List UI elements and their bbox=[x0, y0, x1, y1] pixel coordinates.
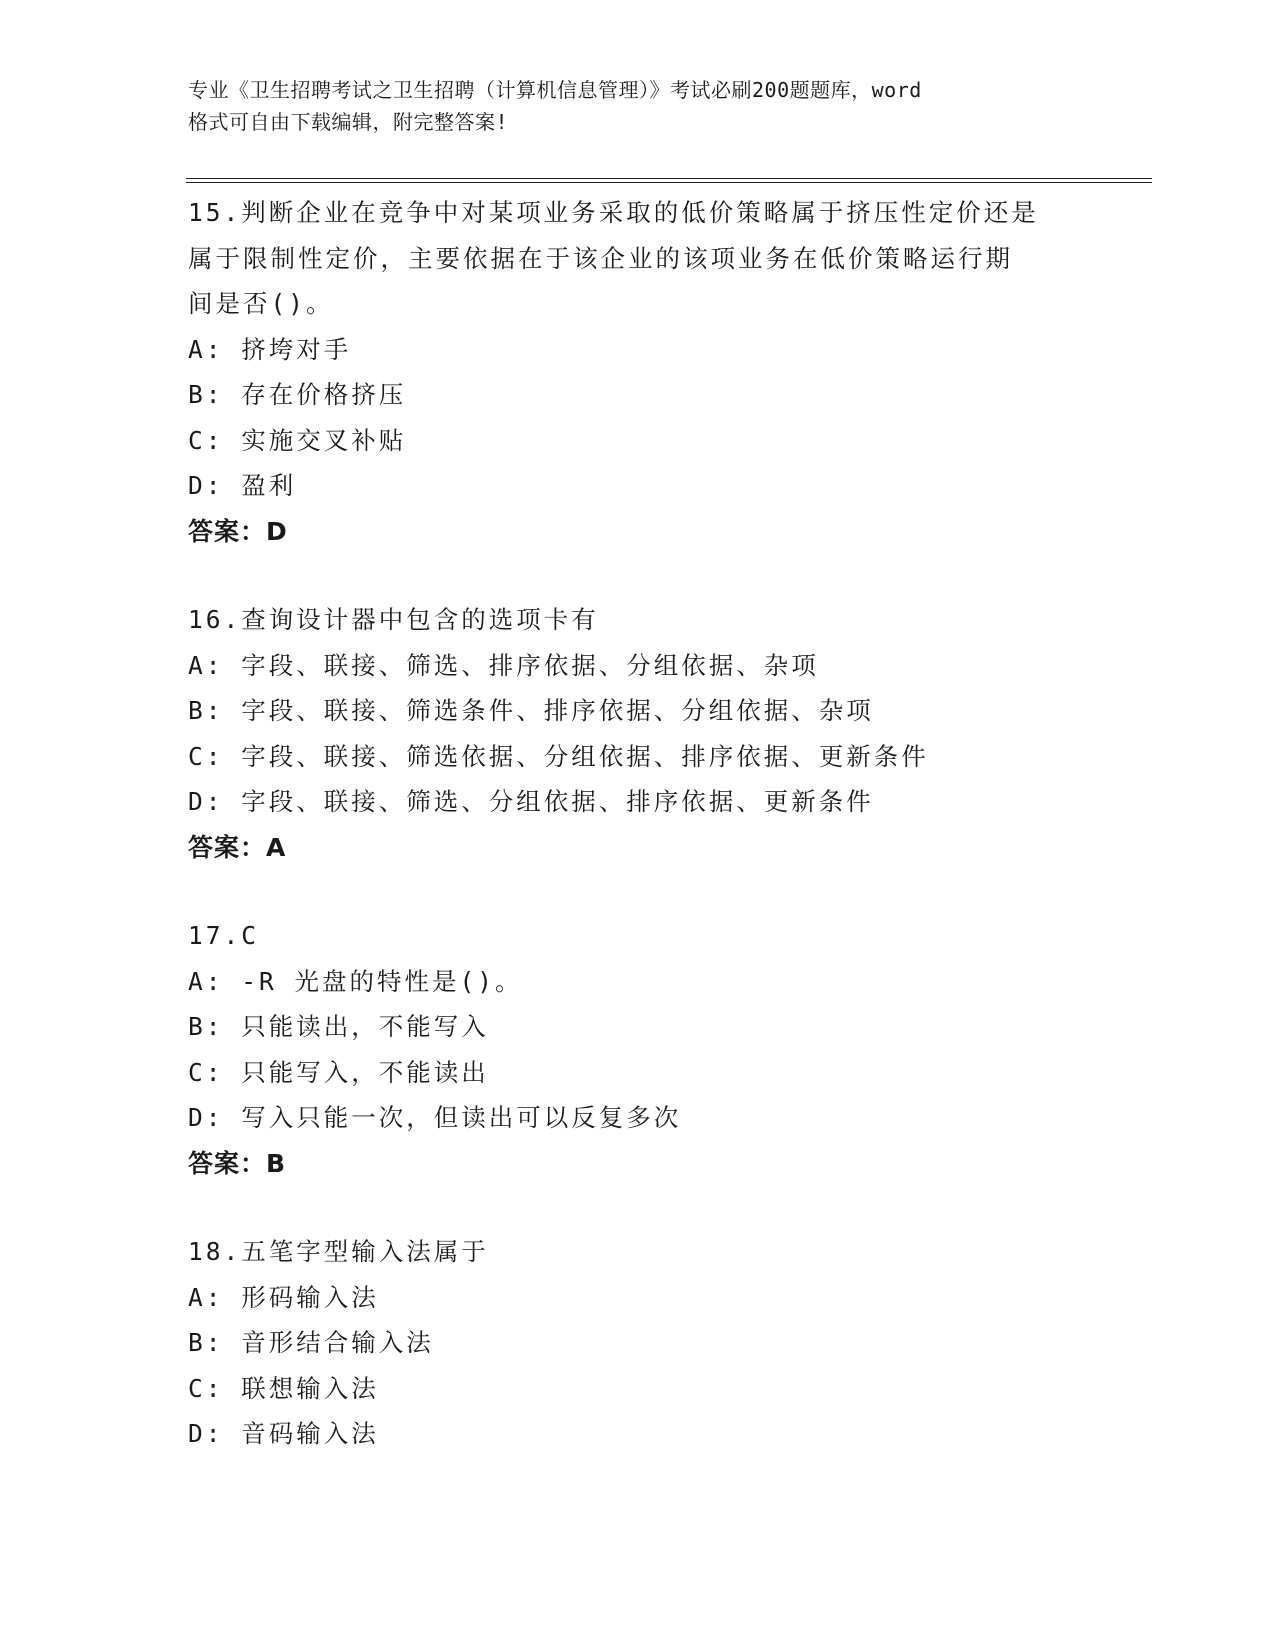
question-stem-line: 间是否()。 bbox=[188, 289, 334, 318]
question-15 bbox=[188, 190, 1108, 554]
document-header bbox=[188, 74, 1088, 138]
option-c: C: 字段、联接、筛选依据、分组依据、排序依据、更新条件 bbox=[188, 741, 929, 771]
question-stem-line: 属于限制性定价，主要依据在于该企业的该项业务在低价策略运行期 bbox=[188, 243, 1013, 273]
question-stem-line: 17.C bbox=[188, 921, 260, 950]
option-c: C: 联想输入法 bbox=[188, 1373, 379, 1403]
question-16 bbox=[188, 597, 1108, 870]
option-b: B: 只能读出，不能写入 bbox=[188, 1012, 489, 1041]
question-17 bbox=[188, 913, 1108, 1186]
option-b: B: 存在价格挤压 bbox=[188, 380, 407, 409]
option-d: D: 字段、联接、筛选、分组依据、排序依据、更新条件 bbox=[188, 787, 874, 816]
option-d: D: 盈利 bbox=[188, 471, 297, 500]
option-a: A: 字段、联接、筛选、排序依据、分组依据、杂项 bbox=[188, 650, 819, 680]
question-list bbox=[188, 190, 1108, 1457]
option-d: D: 音码输入法 bbox=[188, 1419, 379, 1448]
header-divider bbox=[186, 178, 1152, 183]
question-stem-line: 18.五笔字型输入法属于 bbox=[188, 1237, 489, 1266]
header-line-2: 格式可自由下载编辑，附完整答案! bbox=[188, 110, 509, 134]
question-18 bbox=[188, 1229, 1108, 1457]
header-line-1: 专业《卫生招聘考试之卫生招聘（计算机信息管理）》考试必刷200题题库，word bbox=[188, 78, 922, 102]
option-a: A: 形码输入法 bbox=[188, 1282, 379, 1312]
option-b: B: 字段、联接、筛选条件、排序依据、分组依据、杂项 bbox=[188, 696, 874, 725]
answer-label: 答案：A bbox=[188, 832, 287, 862]
option-c: C: 只能写入，不能读出 bbox=[188, 1057, 489, 1087]
question-stem-line: 15.判断企业在竞争中对某项业务采取的低价策略属于挤压性定价还是 bbox=[188, 198, 1039, 227]
option-b: B: 音形结合输入法 bbox=[188, 1328, 434, 1357]
answer-label: 答案：D bbox=[188, 516, 288, 546]
answer-label: 答案：B bbox=[188, 1148, 287, 1178]
option-d: D: 写入只能一次，但读出可以反复多次 bbox=[188, 1103, 682, 1132]
question-stem-line: 16.查询设计器中包含的选项卡有 bbox=[188, 605, 599, 634]
option-c: C: 实施交叉补贴 bbox=[188, 425, 407, 455]
option-a: A: 挤垮对手 bbox=[188, 334, 352, 364]
option-a: A: -R 光盘的特性是()。 bbox=[188, 966, 523, 996]
